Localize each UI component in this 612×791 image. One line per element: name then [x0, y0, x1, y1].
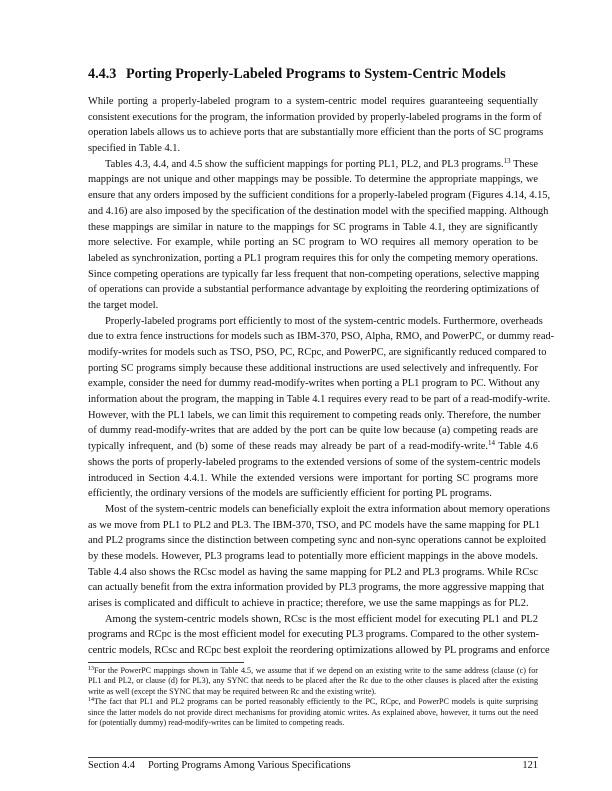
paragraph-line: due to extra fence instructions for models such as IBM-370, PSO, Alpha, RMO, and PowerPC, or dummy read- — [88, 331, 555, 343]
page-footer — [88, 760, 538, 771]
paragraph-line: more selective. For example, while porting an SC program to WO requires all memory operation to be — [88, 237, 538, 249]
paragraph-line: and 4.16) are also imposed by the specification of the destination model with the specified mapping. Although — [88, 205, 549, 217]
footnote-line — [88, 666, 538, 676]
text-span: typically infrequent, and (b) some of these reads may already be part of a read-modify-write. — [88, 441, 489, 453]
text-span: Tables 4.3, 4.4, and 4.5 show the sufficient mappings for porting PL1, PL2, and PL3 programs. — [105, 158, 504, 170]
footnote-marker: 13 — [88, 666, 94, 672]
paragraph-line: introduced in Section 4.4.1. While the extended versions were important for porting SC programs more — [88, 472, 538, 484]
paragraph-line: efficiently, the ordinary versions of the models are sufficiently efficient for porting PL programs. — [88, 488, 492, 500]
text-span: These — [510, 158, 539, 170]
text-span: For the PowerPC mappings shown in Table 4.5, we assume that if we depend on an existing write to the same address (clause (c) for — [94, 666, 538, 675]
paragraph-line: Most of the system-centric models can beneficially exploit the extra information about memory operations — [105, 503, 550, 515]
footnote-divider — [88, 662, 244, 663]
paragraph-line: Table 4.4 also shows the RCsc model as having the same mapping for PL2 and PL3 programs. While RCsc — [88, 566, 538, 578]
section-number: 4.4.3 — [88, 66, 117, 82]
paragraph-line: and PL2 programs since the distinction between competing sync and non-sync operations cannot be exploited — [88, 535, 546, 547]
page-number: 121 — [522, 760, 538, 771]
text-span: Table 4.6 — [495, 441, 538, 453]
paragraph-line: modify-writes for models such as TSO, PSO, PC, RCpc, and PowerPC, are significantly reduced compared to — [88, 347, 547, 358]
paragraph-line — [88, 439, 538, 455]
paragraph-line: operation labels allows us to achieve ports that are substantially more efficient than the ports of SC programs — [88, 127, 544, 139]
paragraph-line: shows the ports of properly-labeled programs to the extended versions of some of the system-centric models — [88, 456, 541, 468]
text-span: The fact that PL1 and PL2 programs can be ported reasonably efficiently to the PC, RCpc, and PowerPC models is quite surprising — [94, 697, 538, 707]
paragraph-line: centric models, RCsc and RCpc best exploit the reordering optimizations allowed by PL programs and enforce — [88, 645, 550, 657]
footnote-line: write as well (except the SYNC that may be required between Rc and the existing write). — [88, 686, 377, 696]
footnote-line: PL1 and PL2, or clause (d) for PL3), any SYNC that needs to be placed after the Rc due to the other clauses is placed after the existing — [88, 676, 538, 686]
paragraph-line: the target model. — [88, 299, 159, 311]
paragraph-line: example, consider the need for dummy read-modify-writes when porting a PL1 program to PC. Without any — [88, 378, 540, 390]
footnote-line: since the latter models do not provide direct mechanisms for providing atomic writes. As explained above, however, it turns out the need — [88, 707, 538, 717]
footnote-marker: 14 — [88, 697, 94, 704]
paragraph-line — [88, 157, 538, 173]
paragraph-line: consistent executions for the program, the information provided by properly-labeled programs in the form of — [88, 111, 542, 123]
body-text — [88, 94, 555, 659]
footer-title: Porting Programs Among Various Specifications — [148, 760, 351, 771]
paragraph-line: of operations can provide a substantial performance advantage by exploiting the reordering optimizations of — [88, 284, 540, 296]
footnote-marker: 13 — [503, 156, 511, 165]
section-heading — [88, 66, 506, 83]
paragraph-line: mappings are not unique and other mappings may be possible. To determine the appropriate mappings, we — [88, 174, 538, 186]
paragraph-line: by these models. However, PL3 programs lead to potentially more efficient mappings in the above models. — [88, 550, 538, 562]
paragraph-line: programs and RCpc is the most efficient model for executing PL3 programs. Compared to the other system- — [88, 629, 540, 641]
paragraph-line: porting SC programs simply because these additional instructions are used selectively and infrequently. For — [88, 362, 538, 374]
section-title: Porting Properly-Labeled Programs to System-Centric Models — [126, 66, 506, 82]
paragraph-line: labeled as synchronization, porting a PL1 program requires this for only the competing memory operations. — [88, 252, 538, 264]
paragraph-line: of dummy read-modify-writes that are added by the port can be quite low because (a) competing reads are — [88, 425, 538, 437]
paragraph-line: Since competing operations are typically far less frequent that non-competing operations, selective mapping — [88, 268, 540, 280]
paragraph-line: these mappings are similar in nature to the mappings for SC programs in Table 4.1, they are significantly — [88, 221, 538, 233]
paragraph-line: However, with the PL1 labels, we can limit this requirement to competing reads only. Therefore, the number — [88, 409, 541, 421]
paragraph-line: Properly-labeled programs port efficiently to most of the system-centric models. Furthermore, overheads — [105, 315, 543, 327]
paragraph-line: can actually benefit from the extra information provided by PL3 programs, the more aggressive mapping that — [88, 582, 545, 594]
footer-divider — [88, 757, 538, 758]
paragraph-line: While porting a properly-labeled program to a system-centric model requires guaranteeing sequentially — [88, 96, 538, 107]
footnote-marker: 14 — [488, 439, 496, 448]
footnote-line: for (potentially dummy) read-modify-writes can be limited to competing reads. — [88, 717, 345, 727]
paragraph-line: ensure that any orders imposed by the sufficient conditions for a properly-labeled program (Figures 4.14, 4.15, — [88, 190, 551, 202]
paragraph-line: as we move from PL1 to PL2 and PL3. The IBM-370, TSO, and PC models have the same mapping for PL1 — [88, 519, 541, 531]
paragraph-line: specified in Table 4.1. — [88, 143, 181, 155]
paragraph-line: Among the system-centric models shown, RCsc is the most efficient model for executing PL1 and PL2 — [105, 613, 538, 625]
footer-section: Section 4.4 — [88, 760, 135, 771]
paragraph-line: arises is complicated and difficult to achieve in practice; therefore, we use the same mappings as for PL2. — [88, 598, 529, 609]
footnote-line — [88, 697, 538, 707]
footnotes — [88, 666, 538, 728]
paragraph-line: information about the program, the mapping in Table 4.1 requires every read to be part of a read-modify-write. — [88, 394, 551, 406]
